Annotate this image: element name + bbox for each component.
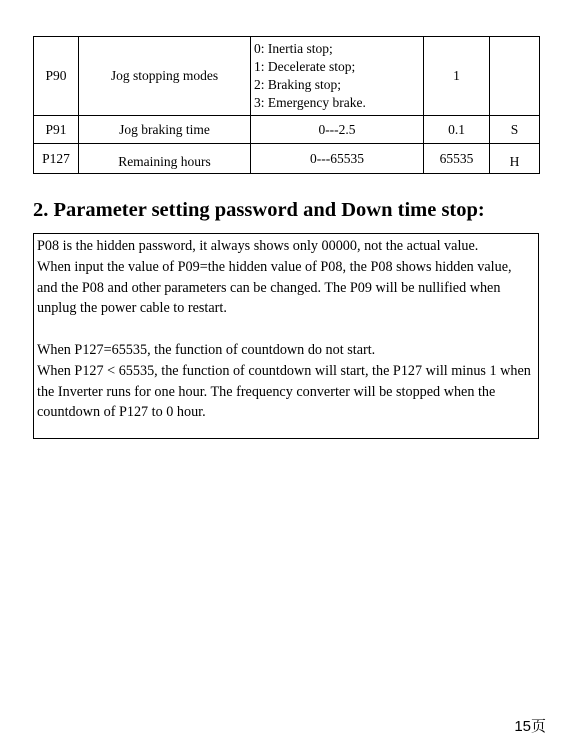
param-code: P127 bbox=[34, 144, 79, 174]
range-option: 0: Inertia stop; bbox=[254, 41, 333, 57]
section-heading: 2. Parameter setting password and Down time stop: bbox=[33, 199, 485, 221]
param-code: P91 bbox=[34, 116, 79, 144]
param-default: 0.1 bbox=[424, 116, 490, 144]
param-default: 1 bbox=[424, 37, 490, 116]
range-option: 2: Braking stop; bbox=[254, 77, 341, 92]
param-unit: H bbox=[490, 144, 540, 174]
table-row-p90 bbox=[34, 37, 540, 116]
param-range: 0---2.5 bbox=[251, 116, 424, 144]
param-range bbox=[251, 37, 424, 116]
paragraph-countdown-on: When P127 < 65535, the function of countdown will start, the P127 will minus 1 when the Inverter runs for one hour. The frequency converter will be stopped when the countdown of P127 to 0 hour. bbox=[37, 362, 531, 421]
paragraph-countdown-off: When P127=65535, the function of countdown do not start. bbox=[37, 341, 376, 358]
range-option: 1: Decelerate stop; bbox=[254, 59, 356, 75]
paragraph-hidden-password: P08 is the hidden password, it always shows only 00000, not the actual value. bbox=[37, 238, 479, 254]
param-name: Remaining hours bbox=[79, 144, 251, 174]
param-range: 0---65535 bbox=[251, 144, 424, 174]
range-option: 3: Emergency brake. bbox=[254, 94, 366, 110]
param-name: Jog braking time bbox=[79, 116, 251, 144]
table-row-p127 bbox=[34, 144, 540, 174]
param-unit: S bbox=[490, 116, 540, 144]
parameter-table bbox=[33, 36, 540, 174]
param-unit bbox=[490, 37, 540, 116]
password-description-box bbox=[33, 233, 539, 439]
table-row-p91 bbox=[34, 116, 540, 144]
param-code: P90 bbox=[34, 37, 79, 116]
paragraph-gap bbox=[37, 319, 535, 340]
paragraph-p09-input: When input the value of P09=the hidden value of P08, the P08 shows hidden value, and the P08 and other parameters can be changed. The P09 will be nullified when unplug the power cable to restart. bbox=[37, 258, 512, 317]
param-name: Jog stopping modes bbox=[79, 37, 251, 116]
page-number: 15页 bbox=[514, 718, 546, 735]
param-default: 65535 bbox=[424, 144, 490, 174]
